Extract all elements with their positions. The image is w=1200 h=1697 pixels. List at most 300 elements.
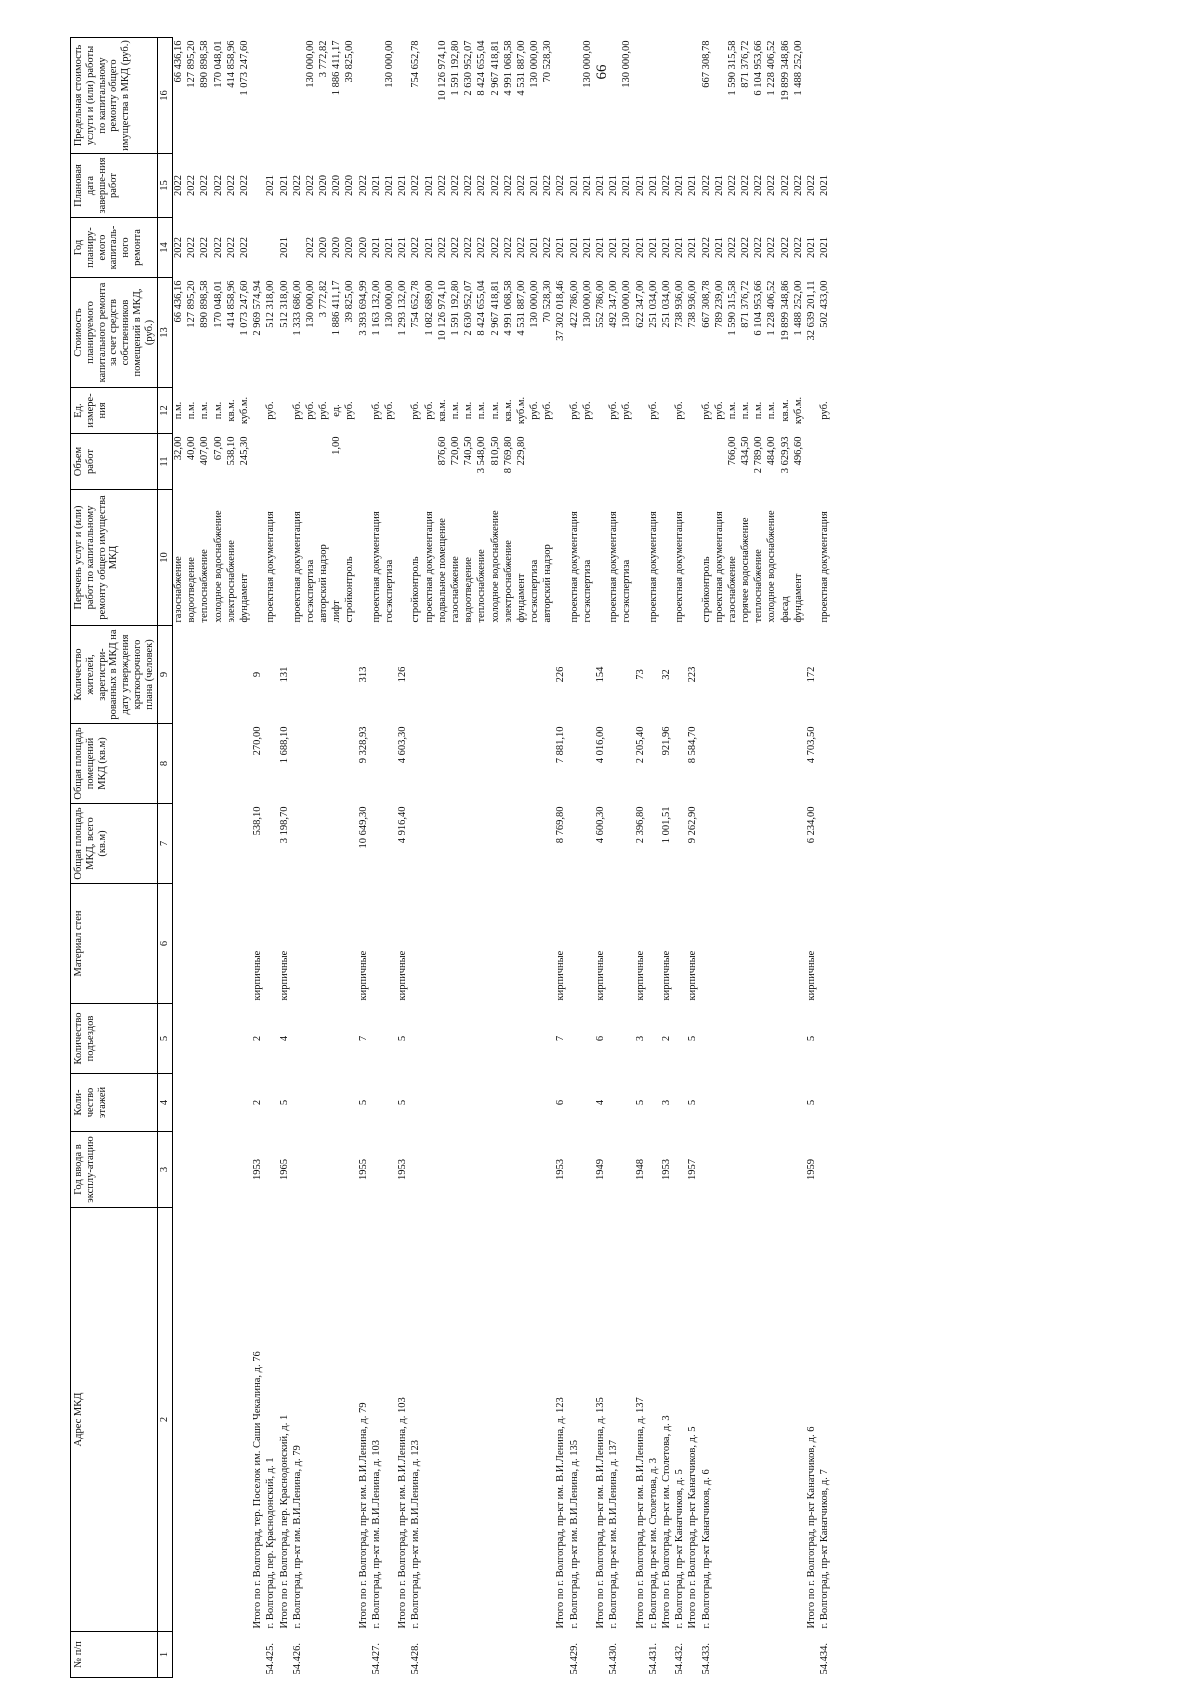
table-cell: 871 376,72 bbox=[740, 40, 752, 88]
table-cell bbox=[780, 626, 793, 724]
table-cell: руб. bbox=[370, 401, 382, 420]
table-cell bbox=[292, 434, 305, 490]
table-cell bbox=[490, 1632, 503, 1678]
table-cell: куб.м. bbox=[792, 396, 804, 425]
table-cell bbox=[753, 1632, 766, 1678]
table-body bbox=[173, 38, 833, 1678]
table-cell bbox=[529, 804, 542, 884]
table-cell bbox=[239, 1004, 252, 1074]
table-cell bbox=[819, 1004, 832, 1074]
table-cell: 1 073 247,60 bbox=[238, 280, 250, 336]
table-row bbox=[279, 38, 292, 1678]
table-cell bbox=[503, 724, 516, 804]
table-cell bbox=[437, 804, 450, 884]
table-cell: 130 000,00 bbox=[384, 280, 395, 328]
table-cell bbox=[648, 1132, 661, 1208]
table-cell: 2022 bbox=[291, 175, 303, 196]
table-cell bbox=[450, 1132, 463, 1208]
table-cell: теплоснабжение bbox=[476, 549, 488, 623]
table-cell bbox=[186, 884, 199, 1004]
table-cell bbox=[344, 434, 357, 490]
table-cell bbox=[331, 626, 344, 724]
table-cell bbox=[371, 884, 384, 1004]
table-cell bbox=[793, 1004, 806, 1074]
table-cell bbox=[727, 1004, 740, 1074]
table-cell: 10 649,30 bbox=[357, 806, 369, 849]
table-cell: 4 603,30 bbox=[397, 726, 409, 764]
table-cell bbox=[529, 626, 542, 724]
table-cell: 32,00 bbox=[173, 436, 184, 461]
table-cell: 10 126 974,10 bbox=[436, 280, 448, 341]
table-cell: кв.м. bbox=[436, 399, 448, 422]
table-cell: 2022 bbox=[410, 237, 422, 258]
table-cell bbox=[424, 1208, 437, 1632]
table-cell: 496,60 bbox=[792, 436, 804, 466]
table-cell: Итого по г. Волгоград, пр-кт им. В.И.Ленина, д. 123 bbox=[555, 1397, 567, 1629]
table-cell bbox=[806, 434, 819, 490]
table-cell bbox=[819, 1132, 832, 1208]
table-cell bbox=[186, 804, 199, 884]
table-cell bbox=[450, 884, 463, 1004]
table-cell: 2022 bbox=[212, 175, 224, 196]
table-cell bbox=[424, 434, 437, 490]
table-cell: 7 bbox=[555, 1035, 567, 1042]
table-cell: 154 bbox=[595, 666, 606, 683]
table-cell bbox=[780, 724, 793, 804]
column-number: 5 bbox=[158, 1004, 173, 1074]
table-cell bbox=[410, 884, 423, 1004]
table-cell: п.м. bbox=[449, 401, 461, 420]
table-cell bbox=[463, 804, 476, 884]
table-cell: 1 001,51 bbox=[660, 806, 672, 844]
table-cell bbox=[661, 1632, 674, 1678]
table-cell: 2022 bbox=[436, 237, 448, 258]
table-cell: 1,00 bbox=[331, 436, 343, 455]
table-cell: проектная документация bbox=[713, 511, 725, 623]
table-cell bbox=[503, 626, 516, 724]
table-cell bbox=[621, 724, 634, 804]
header-row bbox=[71, 38, 158, 1678]
table-row bbox=[516, 38, 529, 1678]
table-cell bbox=[635, 38, 648, 154]
table-cell: 740,50 bbox=[463, 436, 475, 466]
table-cell bbox=[292, 38, 305, 154]
table-cell bbox=[450, 724, 463, 804]
table-cell bbox=[450, 1632, 463, 1678]
table-cell bbox=[318, 884, 331, 1004]
table-cell bbox=[687, 1632, 700, 1678]
table-cell bbox=[424, 1004, 437, 1074]
table-cell: 127 895,20 bbox=[186, 280, 198, 328]
column-number: 4 bbox=[158, 1074, 173, 1132]
rotated-page bbox=[70, 38, 1150, 1678]
table-cell bbox=[687, 388, 700, 434]
table-cell bbox=[265, 38, 278, 154]
table-cell bbox=[529, 884, 542, 1004]
table-row bbox=[740, 38, 753, 1678]
table-cell bbox=[437, 1074, 450, 1132]
table-cell: кв.м. bbox=[779, 399, 791, 422]
table-cell bbox=[608, 1004, 621, 1074]
table-cell bbox=[476, 626, 489, 724]
table-cell bbox=[318, 1004, 331, 1074]
table-cell bbox=[199, 724, 212, 804]
table-cell: госэкспертиза bbox=[304, 559, 316, 623]
table-cell: 1 590 315,58 bbox=[726, 280, 738, 336]
table-cell: 1 591 192,80 bbox=[449, 40, 461, 96]
table-cell bbox=[213, 1632, 226, 1678]
table-cell bbox=[595, 1632, 608, 1678]
table-cell: 1 228 406,52 bbox=[766, 40, 778, 96]
table-cell: 2022 bbox=[304, 175, 316, 196]
table-cell: 1 488 252,00 bbox=[792, 40, 804, 96]
table-cell bbox=[569, 724, 582, 804]
table-cell bbox=[582, 1632, 595, 1678]
table-cell bbox=[727, 884, 740, 1004]
column-number: 8 bbox=[158, 724, 173, 804]
table-row bbox=[687, 38, 700, 1678]
table-cell bbox=[410, 626, 423, 724]
table-cell bbox=[542, 1004, 555, 1074]
table-cell: 1 591 192,80 bbox=[449, 280, 461, 336]
table-cell bbox=[516, 804, 529, 884]
table-cell: 130 000,00 bbox=[621, 40, 633, 88]
table-cell: 2022 bbox=[238, 175, 250, 196]
table-cell: 1 163 132,00 bbox=[370, 280, 382, 336]
header-cell: № п/п bbox=[71, 1632, 158, 1678]
table-cell: 1 688,10 bbox=[278, 726, 290, 764]
table-row bbox=[714, 38, 727, 1678]
table-cell bbox=[213, 804, 226, 884]
table-cell bbox=[397, 490, 410, 626]
table-cell bbox=[463, 1632, 476, 1678]
table-cell bbox=[239, 1074, 252, 1132]
table-cell bbox=[555, 434, 568, 490]
table-cell bbox=[186, 626, 199, 724]
table-cell: 127 895,20 bbox=[186, 40, 198, 88]
table-cell: фундамент bbox=[792, 573, 804, 623]
table-cell bbox=[740, 804, 753, 884]
table-cell bbox=[793, 1074, 806, 1132]
column-number: 2 bbox=[158, 1208, 173, 1632]
table-cell: 2021 bbox=[370, 175, 382, 196]
table-cell: электроснабжение bbox=[502, 540, 514, 623]
table-cell bbox=[687, 38, 700, 154]
table-cell: 2022 bbox=[449, 237, 461, 258]
table-cell bbox=[344, 804, 357, 884]
table-cell bbox=[687, 434, 700, 490]
table-cell: кирпичные bbox=[595, 950, 606, 1001]
table-cell bbox=[424, 724, 437, 804]
table-row bbox=[450, 38, 463, 1678]
table-cell bbox=[674, 1132, 687, 1208]
table-cell: 4 703,50 bbox=[806, 726, 817, 764]
table-cell: теплоснабжение bbox=[753, 549, 765, 623]
table-cell: п.м. bbox=[726, 401, 738, 420]
table-cell: 414 858,96 bbox=[225, 280, 237, 328]
table-cell: 2022 bbox=[779, 237, 791, 258]
table-cell: руб. bbox=[700, 401, 712, 420]
table-cell: 3 772,82 bbox=[318, 40, 330, 78]
table-cell bbox=[516, 724, 529, 804]
table-cell: 2022 bbox=[476, 237, 488, 258]
table-cell bbox=[753, 1132, 766, 1208]
table-cell: 2022 bbox=[700, 237, 712, 258]
table-cell: 2022 bbox=[753, 175, 765, 196]
table-cell: 890 898,58 bbox=[199, 40, 211, 88]
table-cell bbox=[674, 804, 687, 884]
table-cell bbox=[780, 1004, 793, 1074]
table-cell: 2021 bbox=[384, 175, 395, 196]
table-cell bbox=[186, 1208, 199, 1632]
table-cell bbox=[265, 434, 278, 490]
table-cell: 4 531 887,00 bbox=[515, 40, 527, 96]
table-cell bbox=[331, 1074, 344, 1132]
table-cell bbox=[437, 1132, 450, 1208]
table-cell: 2021 bbox=[397, 175, 409, 196]
table-cell: 3 629,93 bbox=[779, 436, 791, 474]
table-cell bbox=[490, 884, 503, 1004]
table-cell bbox=[397, 434, 410, 490]
header-cell: Количество подъездов bbox=[71, 1004, 158, 1074]
table-cell: Итого по г. Волгоград, пр-кт им. В.И.Ленина, д. 135 bbox=[595, 1397, 606, 1629]
table-cell: 2020 bbox=[344, 237, 356, 258]
table-cell bbox=[384, 1632, 397, 1678]
table-row bbox=[226, 38, 239, 1678]
table-cell: 54.434. bbox=[819, 1643, 831, 1675]
table-cell bbox=[608, 804, 621, 884]
table-cell: 622 347,00 bbox=[634, 280, 646, 328]
table-cell bbox=[582, 1132, 595, 1208]
table-cell bbox=[621, 1132, 634, 1208]
table-cell: 1 886 411,17 bbox=[331, 40, 343, 96]
table-cell bbox=[199, 1132, 212, 1208]
table-cell bbox=[384, 1004, 397, 1074]
table-cell bbox=[476, 1208, 489, 1632]
table-cell bbox=[701, 434, 714, 490]
table-cell bbox=[410, 724, 423, 804]
table-cell: 2021 bbox=[819, 175, 831, 196]
table-cell: 67,00 bbox=[212, 436, 224, 461]
table-cell: 226 bbox=[555, 666, 567, 683]
table-cell bbox=[358, 490, 371, 626]
table-cell bbox=[424, 1074, 437, 1132]
table-cell: п.м. bbox=[173, 401, 184, 420]
table-cell bbox=[265, 724, 278, 804]
table-cell: 270,00 bbox=[252, 726, 264, 756]
table-cell: 2022 bbox=[779, 175, 791, 196]
table-cell: 2 969 574,94 bbox=[252, 280, 264, 336]
table-cell: 19 899 348,86 bbox=[779, 40, 791, 101]
table-cell bbox=[542, 1208, 555, 1632]
table-cell bbox=[463, 1004, 476, 1074]
table-cell: 2021 bbox=[608, 237, 620, 258]
table-cell: 2022 bbox=[542, 175, 554, 196]
table-cell bbox=[503, 804, 516, 884]
table-cell: 6 104 953,66 bbox=[753, 40, 765, 96]
table-cell bbox=[621, 1632, 634, 1678]
table-row bbox=[463, 38, 476, 1678]
table-row bbox=[608, 38, 621, 1678]
table-cell bbox=[555, 388, 568, 434]
table-cell bbox=[608, 884, 621, 1004]
table-cell: 1 886 411,17 bbox=[331, 280, 343, 336]
table-cell: 4 531 887,00 bbox=[515, 280, 527, 336]
table-cell bbox=[305, 1004, 318, 1074]
table-cell: 2021 bbox=[555, 237, 567, 258]
header-cell: Материал стен bbox=[71, 884, 158, 1004]
table-cell: 10 126 974,10 bbox=[436, 40, 448, 101]
table-cell: фундамент bbox=[515, 573, 527, 623]
table-cell: водоотведение bbox=[186, 557, 198, 623]
table-cell bbox=[542, 804, 555, 884]
table-cell: 871 376,72 bbox=[740, 280, 752, 328]
table-cell: 2021 bbox=[819, 237, 831, 258]
table-cell: 1 590 315,58 bbox=[726, 40, 738, 96]
table-cell: холодное водоснабжение bbox=[766, 510, 778, 623]
table-cell bbox=[292, 1074, 305, 1132]
table-cell bbox=[806, 1632, 819, 1678]
table-cell bbox=[635, 1632, 648, 1678]
table-cell bbox=[714, 626, 727, 724]
table-cell bbox=[608, 724, 621, 804]
table-cell bbox=[213, 884, 226, 1004]
table-cell bbox=[450, 804, 463, 884]
table-cell bbox=[595, 38, 608, 154]
table-cell: проектная документация bbox=[423, 511, 435, 623]
table-cell bbox=[635, 388, 648, 434]
table-cell bbox=[621, 626, 634, 724]
table-cell: 1 488 252,00 bbox=[792, 280, 804, 336]
table-cell: г. Волгоград, пр-кт им. В.И.Ленина, д. 79 bbox=[291, 1445, 303, 1629]
table-cell bbox=[305, 1632, 318, 1678]
table-cell bbox=[608, 38, 621, 154]
table-cell: 2021 bbox=[581, 237, 593, 258]
table-row bbox=[555, 38, 568, 1678]
table-cell bbox=[318, 434, 331, 490]
table-cell bbox=[450, 626, 463, 724]
table-cell: 6 104 953,66 bbox=[753, 280, 765, 336]
table-cell: г. Волгоград, пр-кт им. В.И.Ленина, д. 123 bbox=[410, 1439, 422, 1629]
table-cell: проектная документация bbox=[608, 511, 620, 623]
table-cell bbox=[384, 434, 397, 490]
table-cell: 667 308,78 bbox=[700, 40, 712, 88]
table-cell bbox=[542, 1074, 555, 1132]
table-cell: 2022 bbox=[173, 175, 184, 196]
table-cell: г. Волгоград, пр-кт Канатчиков, д. 7 bbox=[819, 1469, 831, 1629]
table-cell bbox=[701, 1132, 714, 1208]
table-cell: 7 881,10 bbox=[555, 726, 567, 764]
table-cell bbox=[608, 434, 621, 490]
table-cell bbox=[569, 884, 582, 1004]
table-cell: 5 bbox=[397, 1099, 409, 1106]
table-cell: руб. bbox=[529, 401, 541, 420]
table-cell bbox=[213, 724, 226, 804]
table-cell bbox=[186, 1632, 199, 1678]
table-cell: 2021 bbox=[713, 237, 725, 258]
table-cell bbox=[437, 1632, 450, 1678]
table-cell bbox=[292, 724, 305, 804]
table-cell bbox=[292, 1004, 305, 1074]
table-cell: 32 639 201,11 bbox=[806, 280, 817, 341]
table-cell: 2022 bbox=[186, 175, 198, 196]
table-cell bbox=[384, 724, 397, 804]
table-cell bbox=[727, 724, 740, 804]
table-cell: газоснабжение bbox=[173, 556, 184, 623]
table-row bbox=[397, 38, 410, 1678]
table-cell: 2020 bbox=[331, 175, 343, 196]
table-cell bbox=[331, 724, 344, 804]
table-cell bbox=[569, 626, 582, 724]
table-cell bbox=[173, 804, 187, 884]
table-cell bbox=[252, 38, 265, 154]
table-cell: 3 198,70 bbox=[278, 806, 290, 844]
table-cell bbox=[714, 804, 727, 884]
table-cell bbox=[358, 388, 371, 434]
table-cell bbox=[186, 1074, 199, 1132]
table-cell: 3 393 694,99 bbox=[357, 280, 369, 336]
table-cell: 70 528,30 bbox=[542, 280, 554, 323]
table-cell bbox=[714, 38, 727, 154]
table-cell: 54.432. bbox=[674, 1643, 686, 1675]
table-cell: 40,00 bbox=[186, 436, 198, 461]
table-row bbox=[529, 38, 542, 1678]
table-cell bbox=[582, 434, 595, 490]
table-cell bbox=[226, 804, 239, 884]
table-cell: 2022 bbox=[542, 237, 554, 258]
table-cell: г. Волгоград, пр-кт им. В.И.Ленина, д. 135 bbox=[568, 1439, 580, 1629]
table-cell bbox=[437, 724, 450, 804]
table-cell: 2022 bbox=[792, 175, 804, 196]
table-cell: 2 630 952,07 bbox=[463, 40, 475, 96]
table-cell: 2 396,80 bbox=[634, 806, 646, 844]
table-cell bbox=[239, 1632, 252, 1678]
table-cell: руб. bbox=[819, 401, 831, 420]
table-cell: руб. bbox=[568, 401, 580, 420]
table-row bbox=[292, 38, 305, 1678]
table-cell: 7 bbox=[357, 1035, 369, 1042]
header-cell: Объем работ bbox=[71, 434, 158, 490]
table-cell: лифт bbox=[331, 600, 343, 623]
table-cell bbox=[569, 1004, 582, 1074]
table-row bbox=[371, 38, 384, 1678]
table-cell: 130 000,00 bbox=[581, 40, 593, 88]
table-cell bbox=[279, 490, 292, 626]
table-cell bbox=[674, 1074, 687, 1132]
table-cell: 2022 bbox=[212, 237, 224, 258]
table-cell bbox=[265, 884, 278, 1004]
page-number: 66 bbox=[594, 64, 610, 80]
table-cell: руб. bbox=[265, 401, 277, 420]
table-cell bbox=[239, 804, 252, 884]
table-cell bbox=[490, 1208, 503, 1632]
table-cell bbox=[424, 38, 437, 154]
table-cell bbox=[740, 1074, 753, 1132]
table-cell bbox=[226, 626, 239, 724]
table-row bbox=[213, 38, 226, 1678]
table-cell bbox=[555, 490, 568, 626]
column-number: 12 bbox=[158, 388, 173, 434]
table-cell bbox=[753, 626, 766, 724]
table-cell bbox=[331, 1132, 344, 1208]
table-cell bbox=[476, 1132, 489, 1208]
table-cell bbox=[766, 1208, 779, 1632]
table-cell: Итого по г. Волгоград, пер. Краснодонский, д. 1 bbox=[278, 1414, 290, 1629]
table-cell bbox=[780, 1074, 793, 1132]
table-cell bbox=[595, 388, 608, 434]
table-cell: 2022 bbox=[173, 237, 184, 258]
table-cell: 8 584,70 bbox=[687, 726, 699, 764]
